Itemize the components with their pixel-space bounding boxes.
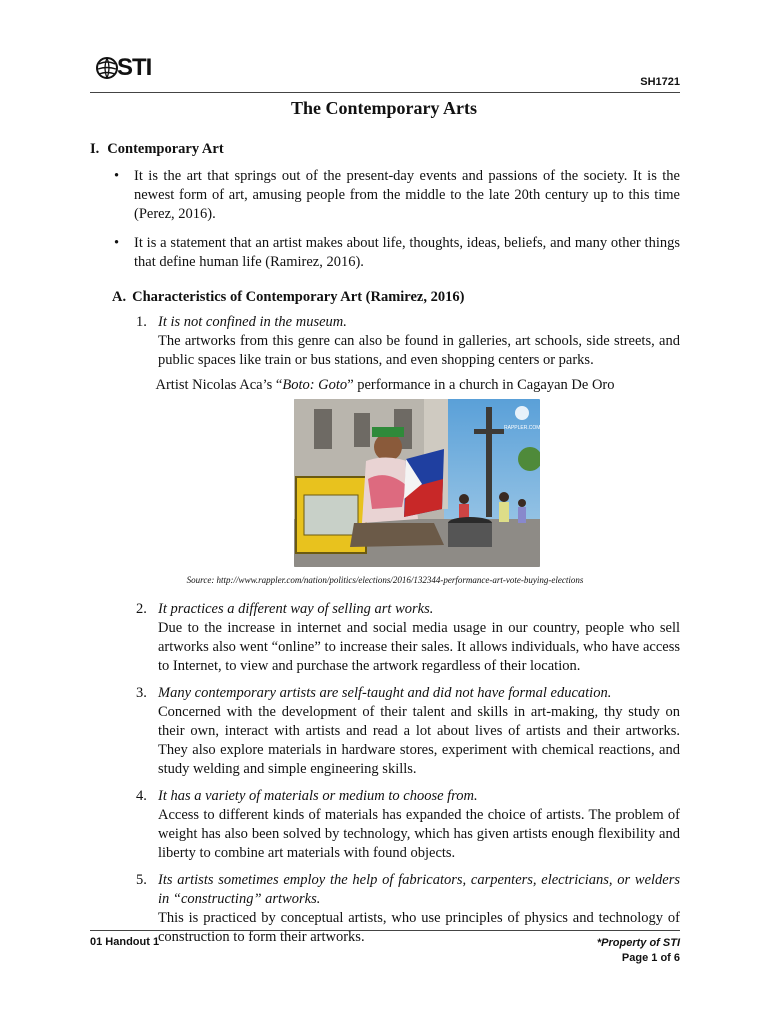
page-number: Page 1 of 6 <box>621 952 680 964</box>
item-number: 4. <box>136 788 147 804</box>
bullet-item: • It is a statement that an artist makes about life, thoughts, ideas, beliefs, and many other things that define human life (Ramirez, 2016). <box>134 234 680 272</box>
item-body: Due to the increase in internet and social media usage in our country, people who sell artworks also went “online” to increase their sales. It allows individuals, who have access to Internet, to view and purchase the artwork regardless of their location. <box>158 620 680 674</box>
photo-watermark: RAPPLER.COM <box>504 425 540 431</box>
item-title: It practices a different way of selling art works. <box>158 601 434 617</box>
characteristic-item <box>136 787 680 863</box>
characteristic-item <box>136 313 680 590</box>
characteristics-list <box>90 313 680 947</box>
header-divider <box>90 92 680 93</box>
item-number: 3. <box>136 685 147 701</box>
bullet-list <box>90 167 680 272</box>
item-title: Its artists sometimes employ the help of fabricators, carpenters, electricians, or welders in “constructing” artworks. <box>158 872 680 907</box>
item-body: Concerned with the development of their talent and skills in art-making, thy study on their own, interact with artists and read a lot about lives of artists and their artworks. They also explore materials in hardware stores, experiment with chemical reactions, and study welding and simple engineering skills. <box>158 704 680 777</box>
characteristic-item <box>136 684 680 779</box>
footer-right <box>597 936 680 966</box>
page-title: The Contemporary Arts <box>291 98 477 118</box>
item-body: This is practiced by conceptual artists, who use principles of physics and technology of construction to form their artworks. <box>158 910 680 945</box>
section-heading <box>90 140 680 159</box>
subsection-heading <box>112 288 680 307</box>
item-number: 2. <box>136 601 147 617</box>
main-content <box>90 140 680 955</box>
subsection-title: Characteristics of Contemporary Art (Ramirez, 2016) <box>132 289 465 305</box>
handout-label: 01 Handout 1 <box>90 936 160 948</box>
performance-photo <box>294 399 540 567</box>
subsection-letter: A. <box>112 289 127 305</box>
photo-source: Source: http://www.rappler.com/nation/politics/elections/2016/132344-performance-art-vote-buying-elections <box>186 575 584 585</box>
section-title: Contemporary Art <box>107 141 224 157</box>
document-code: SH1721 <box>640 76 680 88</box>
property-notice: *Property of STI <box>596 937 680 949</box>
photo-illustration <box>294 399 540 567</box>
item-number: 1. <box>136 314 147 330</box>
caption-text: ” performance in a church in Cagayan De Oro <box>347 377 615 393</box>
footer-divider <box>90 930 680 931</box>
bullet-item: • It is the art that springs out of the present-day events and passions of the society. It is the newest form of art, amusing people from the middle to the late 20th century up to this time (Perez, 2016). <box>134 167 680 224</box>
caption-work-title: Boto: Goto <box>282 377 348 393</box>
section-number: I. <box>90 141 100 157</box>
caption-text: Artist Nicolas Aca’s “ <box>155 377 283 393</box>
item-body: The artworks from this genre can also be found in galleries, art schools, side streets, and public spaces like train or bus stations, and even shopping centers or parks. <box>158 333 680 368</box>
figure-caption <box>90 376 680 395</box>
characteristic-item <box>136 600 680 676</box>
item-title: Many contemporary artists are self-taught and did not have formal education. <box>158 685 612 701</box>
item-title: It is not confined in the museum. <box>158 314 347 330</box>
item-title: It has a variety of materials or medium to choose from. <box>158 788 478 804</box>
item-number: 5. <box>136 872 147 888</box>
logo-text: STI <box>117 54 152 81</box>
item-body: Access to different kinds of materials has expanded the choice of artists. The problem of weight has also been solved by technology, which has given artists enough flexibility and liberty to combine art materials with found objects. <box>158 807 680 861</box>
